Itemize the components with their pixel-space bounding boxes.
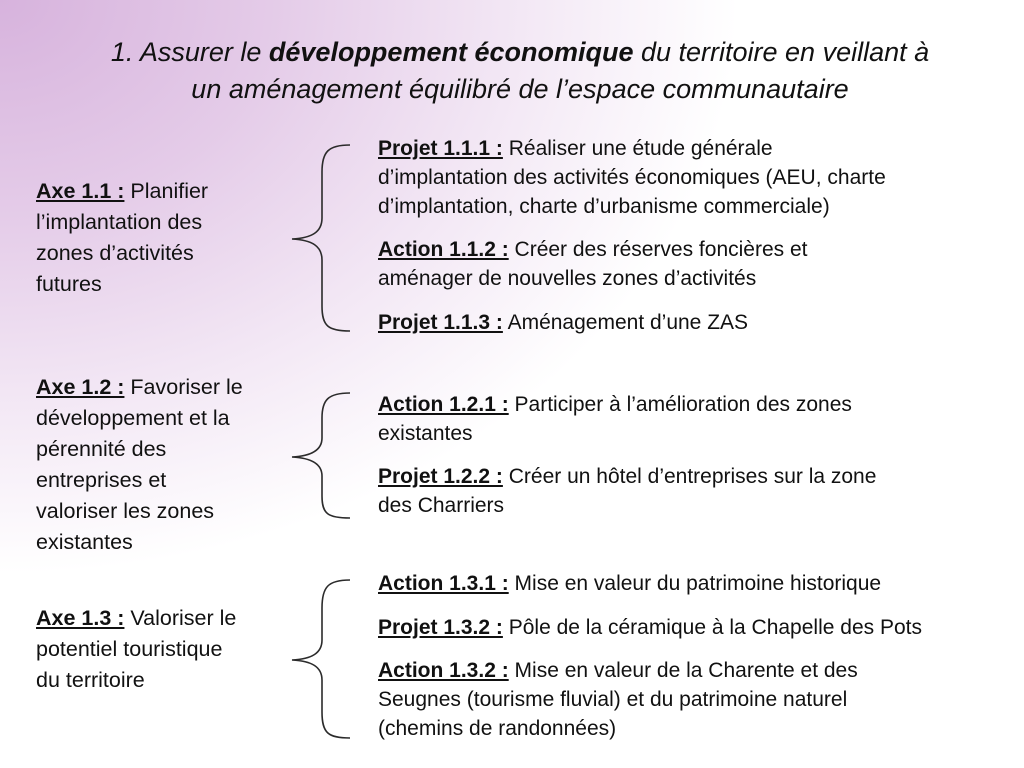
axe-text: entreprises et bbox=[36, 468, 167, 492]
projet-1-1-1 bbox=[378, 134, 886, 221]
brace-axe-1-2 bbox=[292, 393, 350, 518]
action-1-3-1 bbox=[378, 569, 881, 598]
title-pre: 1. Assurer le bbox=[110, 37, 269, 67]
axe-text: développement et la bbox=[36, 406, 230, 430]
title-bold: développement économique bbox=[268, 37, 634, 67]
axe-1-3 bbox=[36, 603, 288, 696]
item-text: Mise en valeur du patrimoine historique bbox=[508, 572, 882, 595]
axe-text: Valoriser le bbox=[124, 606, 237, 630]
projet-1-1-3 bbox=[378, 308, 748, 337]
action-1-2-1 bbox=[378, 390, 852, 448]
item-label: Action 1.1.2 : bbox=[378, 238, 509, 261]
axe-1-1 bbox=[36, 176, 288, 300]
axe-text: Planifier bbox=[124, 179, 209, 203]
axe-label: Axe 1.2 : bbox=[36, 375, 125, 399]
item-text: des Charriers bbox=[378, 494, 505, 517]
item-text: Réaliser une étude générale bbox=[502, 137, 773, 160]
item-label: Projet 1.1.1 : bbox=[378, 137, 503, 160]
item-text: (chemins de randonnées) bbox=[378, 717, 617, 740]
axe-text: potentiel touristique bbox=[36, 637, 223, 661]
axe-text: pérennité des bbox=[36, 437, 167, 461]
axe-label: Axe 1.1 : bbox=[36, 179, 125, 203]
item-text: Participer à l’amélioration des zones bbox=[508, 393, 852, 416]
axe-1-2 bbox=[36, 372, 288, 558]
item-text: Mise en valeur de la Charente et des bbox=[508, 659, 858, 682]
axe-text: l’implantation des bbox=[36, 210, 203, 234]
item-text: d’implantation des activités économiques (AEU, charte bbox=[378, 166, 886, 189]
axe-text: futures bbox=[36, 272, 102, 296]
item-text: Seugnes (tourisme fluvial) et du patrimoine naturel bbox=[378, 688, 848, 711]
item-text: Créer des réserves foncières et bbox=[508, 238, 808, 261]
title-line2: un aménagement équilibré de l’espace communautaire bbox=[191, 74, 849, 104]
axe-text: Favoriser le bbox=[124, 375, 243, 399]
item-text: aménager de nouvelles zones d’activités bbox=[378, 267, 757, 290]
item-text: existantes bbox=[378, 422, 473, 445]
item-text: d’implantation, charte d’urbanisme commerciale) bbox=[378, 195, 830, 218]
title-post: du territoire en veillant à bbox=[633, 37, 930, 67]
projet-1-3-2 bbox=[378, 613, 922, 642]
action-1-3-2 bbox=[378, 656, 858, 743]
axe-text: zones d’activités bbox=[36, 241, 194, 265]
item-label: Action 1.3.2 : bbox=[378, 659, 509, 682]
item-label: Projet 1.3.2 : bbox=[378, 616, 503, 639]
projet-1-2-2 bbox=[378, 462, 876, 520]
item-label: Action 1.2.1 : bbox=[378, 393, 509, 416]
item-label: Projet 1.1.3 : bbox=[378, 311, 503, 334]
item-label: Action 1.3.1 : bbox=[378, 572, 509, 595]
action-1-1-2 bbox=[378, 235, 808, 293]
axe-text: existantes bbox=[36, 530, 133, 554]
item-text: Aménagement d’une ZAS bbox=[502, 311, 749, 334]
axe-text: du territoire bbox=[36, 668, 145, 692]
axe-label: Axe 1.3 : bbox=[36, 606, 125, 630]
brace-axe-1-1 bbox=[292, 145, 350, 331]
item-label: Projet 1.2.2 : bbox=[378, 465, 503, 488]
item-text: Pôle de la céramique à la Chapelle des Pots bbox=[502, 616, 922, 639]
brace-axe-1-3 bbox=[292, 580, 350, 738]
axe-text: valoriser les zones bbox=[36, 499, 215, 523]
item-text: Créer un hôtel d’entreprises sur la zone bbox=[502, 465, 877, 488]
